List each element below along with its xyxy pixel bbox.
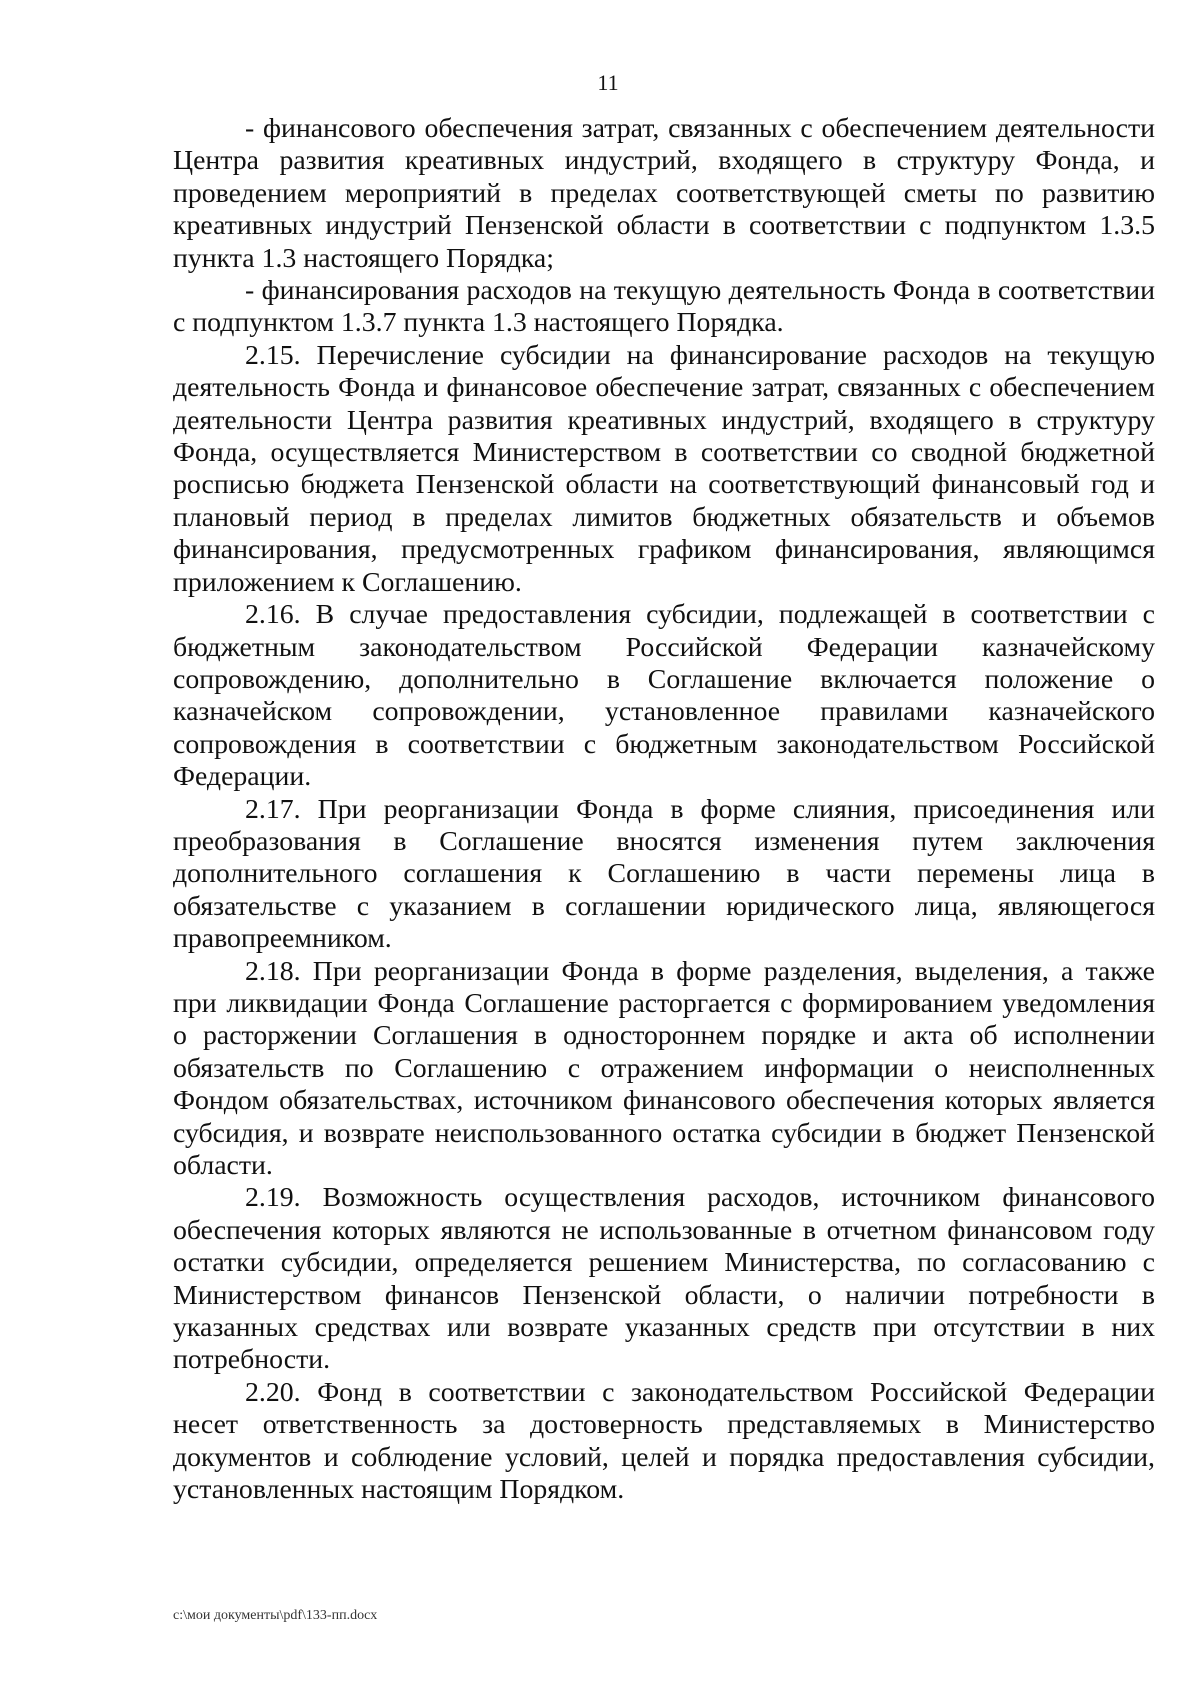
paragraph-list-item-financial-support: - финансового обеспечения затрат, связанных с обеспечением деятельности Центра развития креативных индустрий, входящего в структуру Фонда, и проведением мероприятий в пределах соответствующей сметы по развитию креативных индустрий Пензенской области в соответствии с подпунктом 1.3.5 пункта 1.3 настоящего Порядка; — [173, 113, 1155, 274]
paragraph-2-18: 2.18. При реорганизации Фонда в форме разделения, выделения, а также при ликвидации Фонда Соглашение расторгается с формированием уведомления о расторжении Соглашения в одностороннем порядке и акта об исполнении обязательств по Соглашению с отражением информации о неисполненных Фондом обязательствах, источником финансового обеспечения которых является субсидия, и возврате неиспользованного остатка субсидии в бюджет Пензенской области. — [173, 955, 1155, 1181]
paragraph-list-item-current-expenses: - финансирования расходов на текущую деятельность Фонда в соответствии с подпунктом 1.3.7 пункта 1.3 настоящего Порядка. — [173, 275, 1155, 339]
footer-file-path: c:\мои документы\pdf\133-пп.docx — [173, 1608, 378, 1623]
paragraph-2-17: 2.17. При реорганизации Фонда в форме слияния, присоединения или преобразования в Соглашение вносятся изменения путем заключения дополнительного соглашения к Соглашению в части перемены лица в обязательстве с указанием в соглашении юридического лица, являющегося правопреемником. — [173, 793, 1155, 955]
paragraph-2-20: 2.20. Фонд в соответствии с законодательством Российской Федерации несет ответственность за достоверность представляемых в Министерство документов и соблюдение условий, целей и порядка предоставления субсидии, установленных настоящим Порядком. — [173, 1376, 1155, 1506]
page-number: 11 — [597, 70, 619, 95]
document-body — [173, 113, 1155, 1506]
paragraph-2-15: 2.15. Перечисление субсидии на финансирование расходов на текущую деятельность Фонда и финансовое обеспечение затрат, связанных с обеспечением деятельности Центра развития креативных индустрий, входящего в структуру Фонда, осуществляется Министерством в соответствии со сводной бюджетной росписью бюджета Пензенской области на соответствующий финансовый год и плановый период в пределах лимитов бюджетных обязательств и объемов финансирования, предусмотренных графиком финансирования, являющимся приложением к Соглашению. — [173, 339, 1155, 598]
paragraph-2-19: 2.19. Возможность осуществления расходов, источником финансового обеспечения которых являются не использованные в отчетном финансовом году остатки субсидии, определяется решением Министерства, по согласованию с Министерством финансов Пензенской области, о наличии потребности в указанных средствах или возврате указанных средств при отсутствии в них потребности. — [173, 1182, 1155, 1376]
paragraph-2-16: 2.16. В случае предоставления субсидии, подлежащей в соответствии с бюджетным законодательством Российской Федерации казначейскому сопровождению, дополнительно в Соглашение включается положение о казначейском сопровождении, установленное правилами казначейского сопровождения в соответствии с бюджетным законодательством Российской Федерации. — [173, 599, 1155, 793]
